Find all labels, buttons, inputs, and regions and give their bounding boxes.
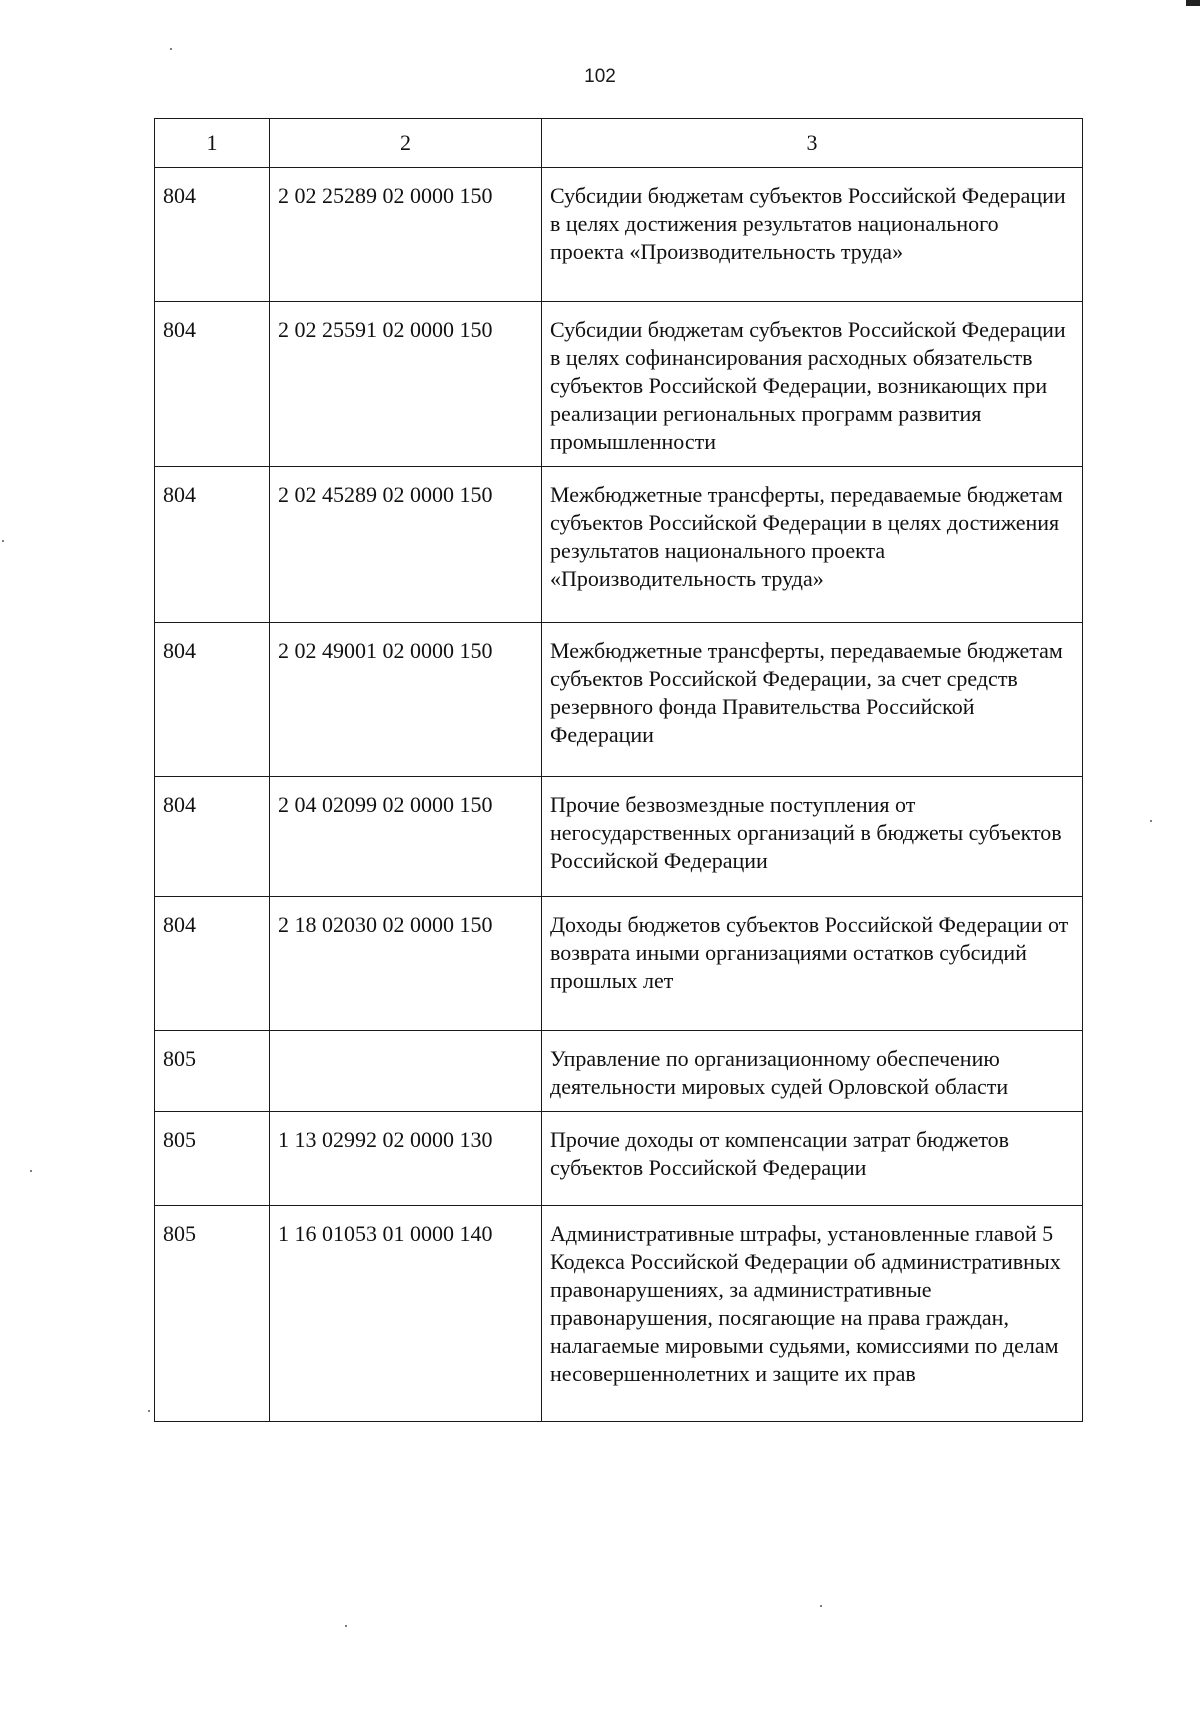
column-header-1: 1 — [155, 119, 270, 168]
revenue-code-cell: 2 02 25591 02 0000 150 — [270, 302, 542, 467]
table-row — [155, 1112, 1083, 1206]
admin-code-cell: 804 — [155, 467, 270, 623]
admin-code-cell: 804 — [155, 168, 270, 302]
table-header-row — [155, 119, 1083, 168]
page-number: 102 — [584, 66, 616, 87]
scan-speck — [820, 1605, 822, 1607]
revenue-code-cell: 2 02 49001 02 0000 150 — [270, 623, 542, 777]
table-row — [155, 302, 1083, 467]
admin-code-cell: 805 — [155, 1031, 270, 1112]
table-row — [155, 1206, 1083, 1422]
revenue-codes-table — [154, 118, 1083, 1422]
scan-speck — [170, 48, 172, 50]
revenue-code-cell: 2 04 02099 02 0000 150 — [270, 777, 542, 897]
table-row — [155, 897, 1083, 1031]
scan-speck — [2, 540, 4, 542]
revenue-name-cell: Субсидии бюджетам субъектов Российской Федерации в целях достижения результатов национального проекта «Производительность труда» — [542, 168, 1083, 302]
scan-speck — [148, 1410, 150, 1412]
admin-code-cell: 805 — [155, 1206, 270, 1422]
revenue-code-cell: 2 02 25289 02 0000 150 — [270, 168, 542, 302]
table-row — [155, 168, 1083, 302]
revenue-code-cell — [270, 1031, 542, 1112]
revenue-name-cell: Межбюджетные трансферты, передаваемые бюджетам субъектов Российской Федерации в целях достижения результатов национального проекта «Производительность труда» — [542, 467, 1083, 623]
revenue-name-cell: Управление по организационному обеспечению деятельности мировых судей Орловской области — [542, 1031, 1083, 1112]
revenue-name-cell: Доходы бюджетов субъектов Российской Федерации от возврата иными организациями остатков субсидий прошлых лет — [542, 897, 1083, 1031]
revenue-name-cell: Административные штрафы, установленные главой 5 Кодекса Российской Федерации об административных правонарушениях, за административные правонарушения, посягающие на права граждан, налагаемые мировыми судьями, комиссиями по делам несовершеннолетних и защите их прав — [542, 1206, 1083, 1422]
table-row — [155, 1031, 1083, 1112]
revenue-name-cell: Прочие доходы от компенсации затрат бюджетов субъектов Российской Федерации — [542, 1112, 1083, 1206]
column-header-2: 2 — [270, 119, 542, 168]
admin-code-cell: 805 — [155, 1112, 270, 1206]
admin-code-cell: 804 — [155, 897, 270, 1031]
column-header-3: 3 — [542, 119, 1083, 168]
scan-speck — [1150, 820, 1152, 822]
revenue-code-cell: 1 13 02992 02 0000 130 — [270, 1112, 542, 1206]
scan-speck — [345, 1625, 347, 1627]
revenue-code-cell: 2 02 45289 02 0000 150 — [270, 467, 542, 623]
scan-edge-mark — [1186, 0, 1200, 6]
table-row — [155, 623, 1083, 777]
revenue-name-cell: Субсидии бюджетам субъектов Российской Федерации в целях софинансирования расходных обязательств субъектов Российской Федерации, возникающих при реализации региональных программ развития промышленности — [542, 302, 1083, 467]
admin-code-cell: 804 — [155, 623, 270, 777]
table-row — [155, 777, 1083, 897]
admin-code-cell: 804 — [155, 777, 270, 897]
revenue-name-cell: Межбюджетные трансферты, передаваемые бюджетам субъектов Российской Федерации, за счет средств резервного фонда Правительства Российской Федерации — [542, 623, 1083, 777]
revenue-code-cell: 1 16 01053 01 0000 140 — [270, 1206, 542, 1422]
scan-speck — [30, 1170, 32, 1172]
admin-code-cell: 804 — [155, 302, 270, 467]
revenue-name-cell: Прочие безвозмездные поступления от негосударственных организаций в бюджеты субъектов Российской Федерации — [542, 777, 1083, 897]
table-row — [155, 467, 1083, 623]
revenue-code-cell: 2 18 02030 02 0000 150 — [270, 897, 542, 1031]
